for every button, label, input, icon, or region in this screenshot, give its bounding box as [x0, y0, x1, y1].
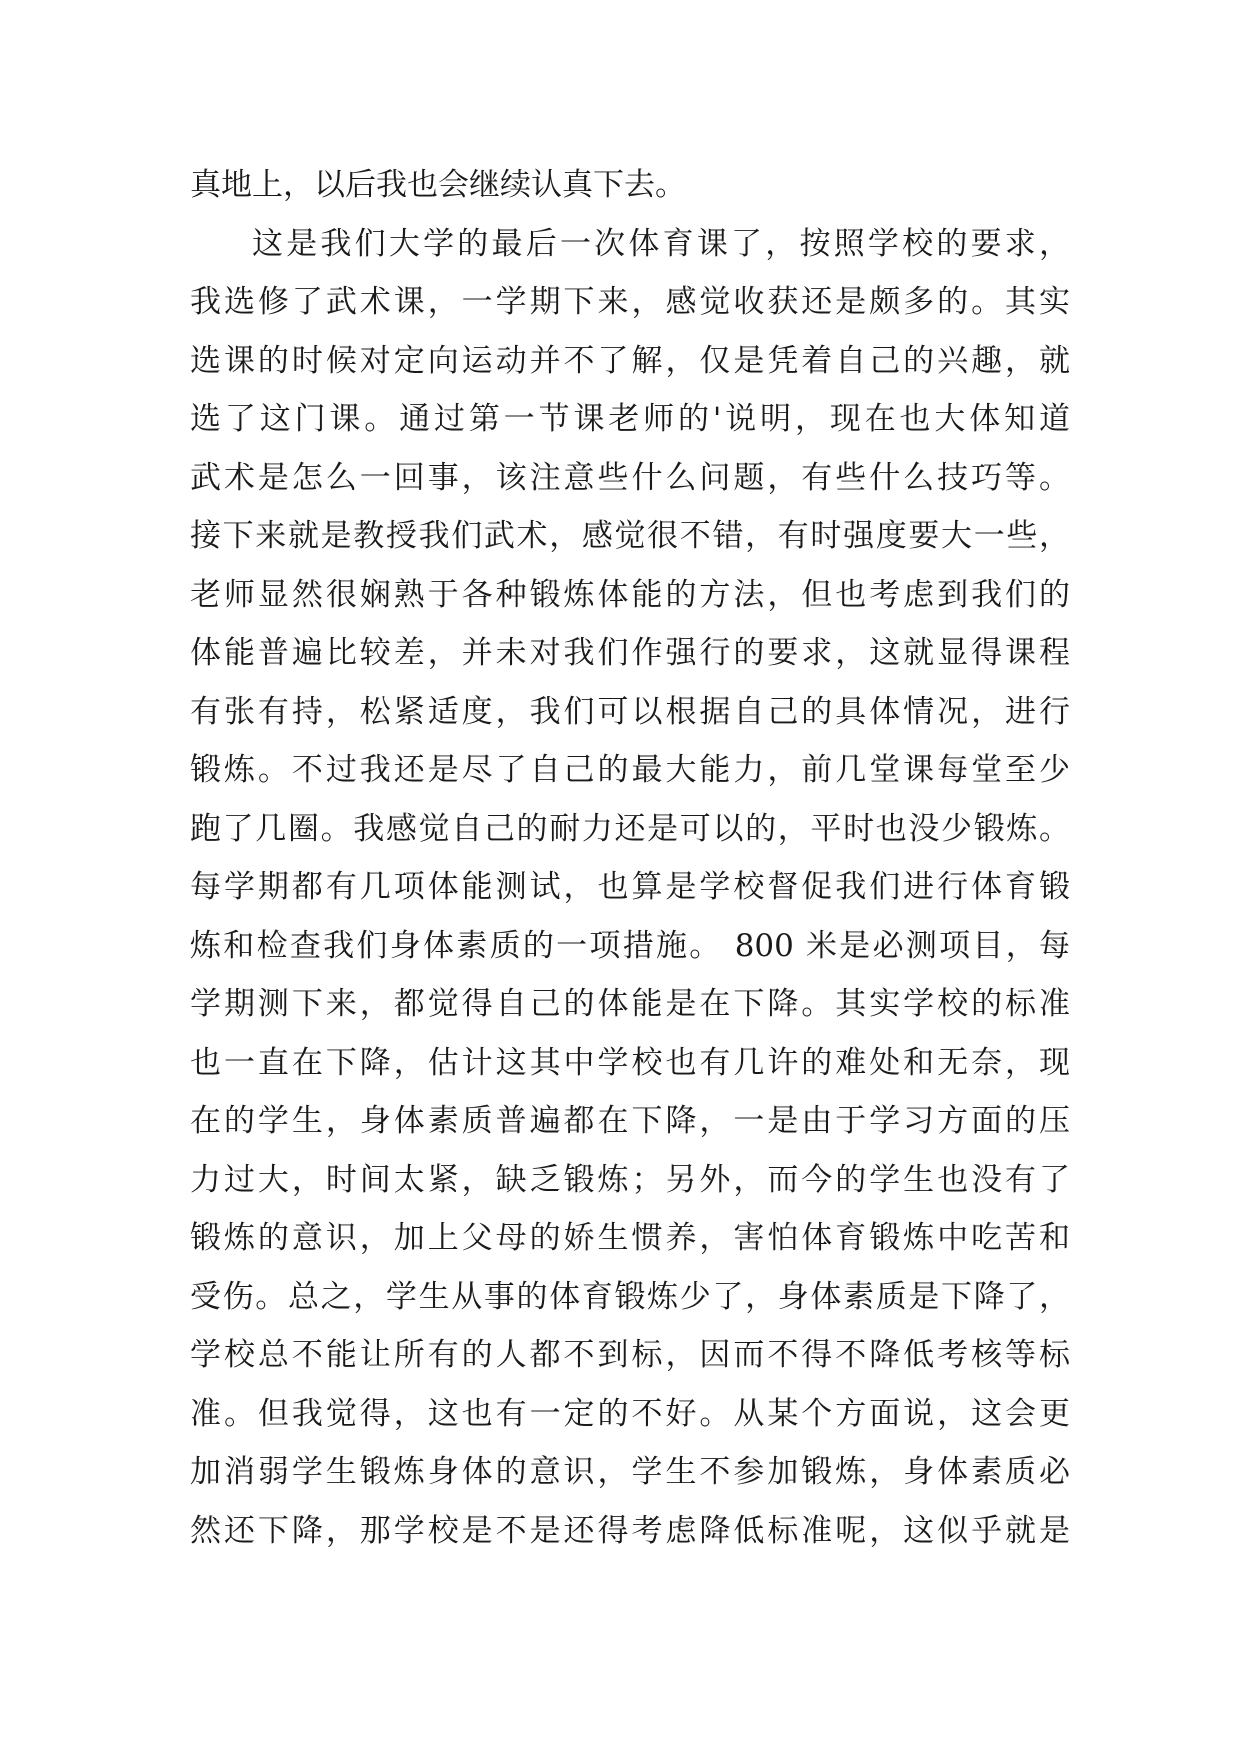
text-line: 准。但我觉得，这也有一定的不好。从某个方面说，这会更 — [190, 1395, 1070, 1432]
body-text — [190, 156, 1070, 1560]
text-line: 武术是怎么一回事，该注意些什么问题，有些什么技巧等。 — [190, 459, 1070, 496]
text-line: 学期测下来，都觉得自己的体能是在下降。其实学校的标准 — [190, 986, 1070, 1022]
text-line: 锻炼。不过我还是尽了自己的最大能力，前几堂课每堂至少 — [190, 752, 1070, 788]
text-line: 然还下降，那学校是不是还得考虑降低标准呢，这似乎就是 — [190, 1512, 1070, 1549]
text-line: 这是我们大学的最后一次体育课了，按照学校的要求， — [252, 225, 1070, 262]
text-line: 加消弱学生锻炼身体的意识，学生不参加锻炼，身体素质必 — [190, 1454, 1070, 1490]
text-line: 也一直在下降，估计这其中学校也有几许的难处和无奈，现 — [190, 1044, 1070, 1081]
text-line: 学校总不能让所有的人都不到标，因而不得不降低考核等标 — [190, 1337, 1070, 1373]
text-line: 跑了几圈。我感觉自己的耐力还是可以的，平时也没少锻炼。 — [190, 810, 1070, 847]
text-line: 有张有持，松紧适度，我们可以根据自己的具体情况，进行 — [190, 693, 1070, 730]
text-line: 选了这门课。通过第一节课老师的'说明，现在也大体知道 — [190, 401, 1070, 437]
text-line: 选课的时候对定向运动并不了解，仅是凭着自己的兴趣，就 — [190, 342, 1070, 379]
text-line: 受伤。总之，学生从事的体育锻炼少了，身体素质是下降了， — [190, 1278, 1070, 1315]
text-line: 我选修了武术课，一学期下来，感觉收获还是颇多的。其实 — [190, 284, 1070, 320]
text-line: 接下来就是教授我们武术，感觉很不错，有时强度要大一些， — [190, 518, 1070, 554]
text-line: 体能普遍比较差，并未对我们作强行的要求，这就显得课程 — [190, 635, 1070, 671]
text-line: 在的学生，身体素质普遍都在下降，一是由于学习方面的压 — [190, 1103, 1070, 1139]
text-line: 炼和检查我们身体素质的一项措施。 800 米是必测项目，每 — [190, 927, 1070, 964]
text-line: 锻炼的意识，加上父母的娇生惯养，害怕体育锻炼中吃苦和 — [190, 1220, 1070, 1256]
text-line: 老师显然很娴熟于各种锻炼体能的方法，但也考虑到我们的 — [190, 576, 1070, 613]
text-line: 真地上，以后我也会继续认真下去。 — [190, 167, 686, 203]
text-line: 每学期都有几项体能测试，也算是学校督促我们进行体育锻 — [190, 869, 1070, 905]
text-line: 力过大，时间太紧，缺乏锻炼；另外，而今的学生也没有了 — [190, 1161, 1070, 1198]
